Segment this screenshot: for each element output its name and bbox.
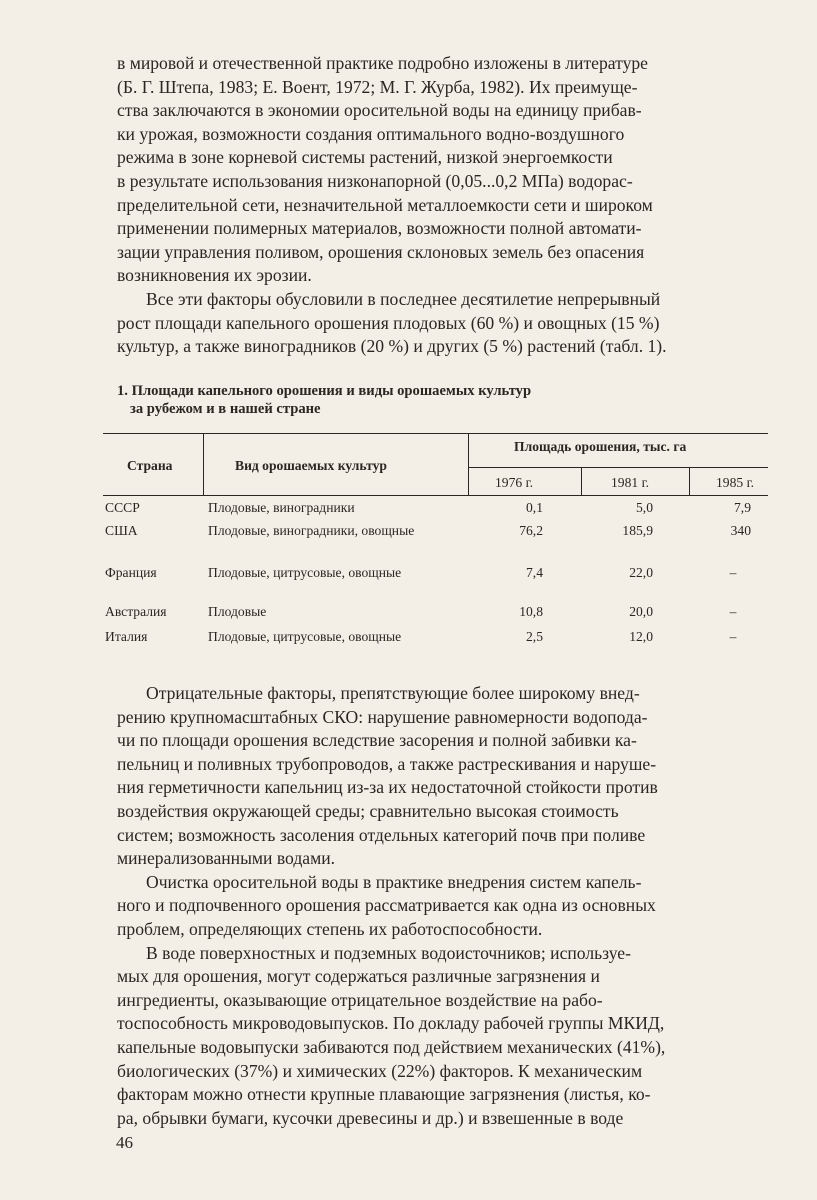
- cell-1985: –: [729, 629, 737, 644]
- cell-1981: 22,0: [629, 565, 653, 580]
- text-line: рению крупномасштабных СКО: нарушение равномерности водопода-: [117, 706, 648, 727]
- body-text-bottom: [117, 682, 767, 1130]
- text-line: воздействия окружающей среды; сравнительно высокая стоимость: [117, 800, 619, 821]
- text-line: культур, а также виноградников (20 %) и других (5 %) растений (табл. 1).: [117, 336, 667, 357]
- table-area-subheader-rule: [468, 467, 768, 468]
- cell-1981: 5,0: [636, 500, 653, 515]
- cell-1985: –: [729, 604, 737, 619]
- table-col-divider: [689, 467, 690, 495]
- text-line: минерализованными водами.: [117, 848, 336, 869]
- cell-1981: 185,9: [622, 523, 653, 538]
- paragraph-factors: [117, 288, 767, 359]
- text-line: возникновения их эрозии.: [117, 265, 312, 286]
- text-line: факторам можно отнести крупные плавающие загрязнения (листья, ко-: [117, 1084, 651, 1105]
- table-header-bottom-rule: [103, 495, 768, 496]
- text-line: ния герметичности капельниц из-за их недостаточной стойкости против: [117, 777, 658, 798]
- text-line: мых для орошения, могут содержаться различные загрязнения и: [117, 966, 600, 987]
- cell-crops: Плодовые, виноградники: [208, 500, 355, 515]
- text-line: Очистка оросительной воды в практике внедрения систем капель-: [146, 871, 642, 892]
- cell-country: Италия: [105, 629, 148, 644]
- cell-1985: 7,9: [734, 500, 751, 515]
- header-year-1985: 1985 г.: [716, 475, 755, 490]
- text-line: Отрицательные факторы, препятствующие более широкому внед-: [146, 683, 640, 703]
- cell-country: США: [105, 523, 138, 538]
- text-line: проблем, определяющих степень их работоспособности.: [117, 918, 543, 939]
- text-line: в мировой и отечественной практике подробно изложены в литературе: [117, 53, 648, 73]
- text-line: в результате использования низконапорной (0,05...0,2 МПа) водорас-: [117, 170, 633, 191]
- text-line: Все эти факторы обусловили в последнее десятилетие непрерывный: [146, 288, 661, 309]
- cell-country: Франция: [105, 565, 157, 580]
- header-year-1981: 1981 г.: [611, 475, 650, 490]
- paragraph-continuation: [117, 52, 767, 288]
- text-line: пельниц и поливных трубопроводов, а также растрескивания и наруше-: [117, 753, 657, 774]
- cell-1976: 2,5: [526, 629, 543, 644]
- cell-crops: Плодовые: [208, 604, 267, 619]
- cell-crops: Плодовые, виноградники, овощные: [208, 523, 415, 538]
- irrigation-area-table: [103, 433, 768, 663]
- cell-country: Австралия: [105, 604, 167, 619]
- text-line: режима в зоне корневой системы растений, низкой энергоемкости: [117, 147, 613, 168]
- text-line: чи по площади орошения вследствие засорения и полной забивки ка-: [117, 730, 637, 751]
- text-line: тоспособность микроводовыпусков. По докладу рабочей группы МКИД,: [117, 1013, 665, 1034]
- cell-1976: 76,2: [519, 523, 543, 538]
- cell-crops: Плодовые, цитрусовые, овощные: [208, 629, 402, 644]
- table-col-divider: [581, 467, 582, 495]
- text-line: ингредиенты, оказывающие отрицательное воздействие на рабо-: [117, 989, 603, 1010]
- table-col-divider: [468, 433, 469, 495]
- text-line: В воде поверхностных и подземных водоисточников; используе-: [146, 942, 631, 963]
- paragraph-negative-factors: [117, 682, 767, 871]
- table-caption: [117, 382, 677, 418]
- text-line: применении полимерных материалов, возможности полной автомати-: [117, 218, 642, 239]
- header-crops: Вид орошаемых культур: [235, 458, 387, 473]
- cell-1976: 0,1: [526, 500, 543, 515]
- body-text-top: [117, 52, 767, 359]
- header-area: Площадь орошения, тыс. га: [514, 439, 687, 454]
- cell-1981: 20,0: [629, 604, 653, 619]
- text-line: рост площади капельного орошения плодовых (60 %) и овощных (15 %): [117, 312, 660, 333]
- header-year-1976: 1976 г.: [495, 475, 534, 490]
- paragraph-water-sources: [117, 942, 767, 1131]
- cell-1985: 340: [730, 523, 751, 538]
- cell-crops: Плодовые, цитрусовые, овощные: [208, 565, 402, 580]
- cell-1981: 12,0: [629, 629, 653, 644]
- page-number: 46: [116, 1133, 133, 1152]
- text-line: биологических (37%) и химических (22%) факторов. К механическим: [117, 1060, 643, 1081]
- table-caption-line: 1. Площади капельного орошения и виды орошаемых культур: [117, 383, 532, 399]
- cell-country: СССР: [105, 500, 140, 515]
- text-line: капельные водовыпуски забиваются под действием механических (41%),: [117, 1036, 666, 1057]
- text-line: ра, обрывки бумаги, кусочки древесины и др.) и взвешенные в воде: [117, 1107, 624, 1128]
- cell-1985: –: [729, 565, 737, 580]
- text-line: ства заключаются в экономии оросительной воды на единицу прибав-: [117, 100, 642, 121]
- text-line: пределительной сети, незначительной металлоемкости сети и широком: [117, 194, 653, 215]
- text-line: (Б. Г. Штепа, 1983; Е. Воент, 1972; М. Г. Журба, 1982). Их преимуще-: [117, 76, 638, 97]
- text-line: систем; возможность засоления отдельных категорий почв при поливе: [117, 824, 646, 845]
- text-line: ки урожая, возможности создания оптимального водно-воздушного: [117, 123, 625, 144]
- text-line: ного и подпочвенного орошения рассматривается как одна из основных: [117, 895, 656, 916]
- header-country: Страна: [127, 458, 173, 473]
- cell-1976: 7,4: [526, 565, 543, 580]
- table-col-divider: [203, 433, 204, 495]
- cell-1976: 10,8: [519, 604, 543, 619]
- text-line: зации управления поливом, орошения склоновых земель без опасения: [117, 241, 645, 262]
- table-caption-line: за рубежом и в нашей стране: [130, 401, 321, 417]
- paragraph-water-cleaning: [117, 871, 767, 942]
